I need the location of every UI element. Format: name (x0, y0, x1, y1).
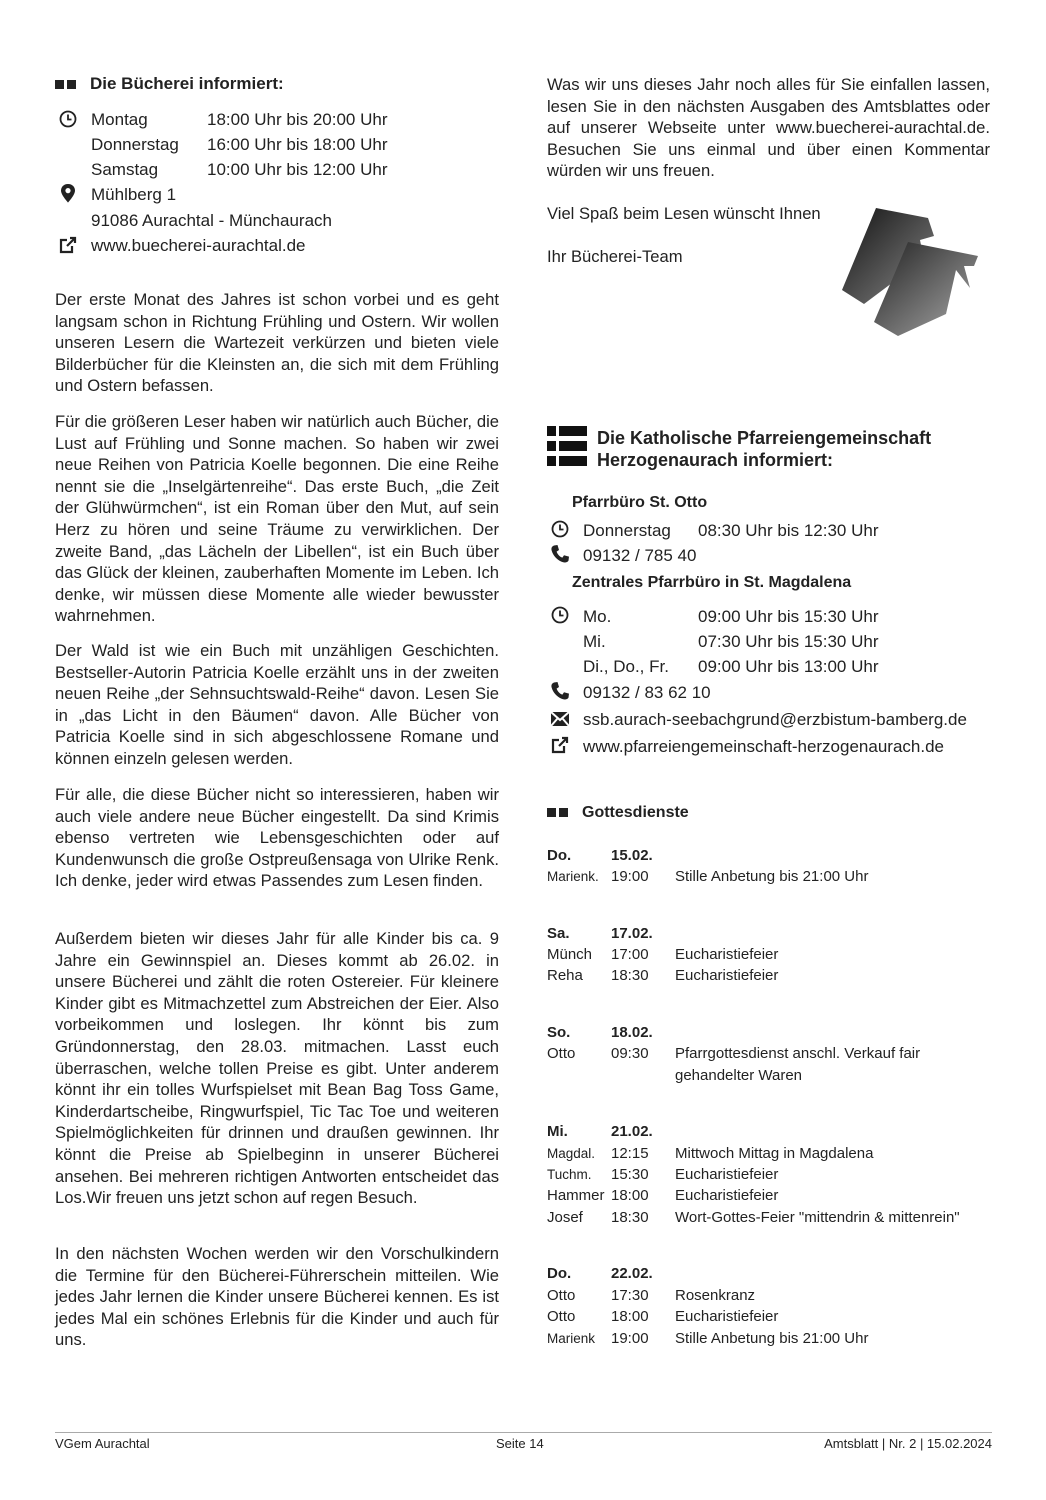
library-hours-time: 16:00 Uhr bis 18:00 Uhr (207, 135, 388, 154)
service-day-name: Sa. (547, 925, 570, 942)
service-place: Hammer (547, 1187, 605, 1204)
service-time: 15:30 (611, 1166, 649, 1183)
service-day-name: Mi. (547, 1123, 568, 1140)
service-place: Tuchm. (547, 1167, 592, 1182)
office1-day: Donnerstag (583, 521, 671, 540)
service-date: 17.02. (611, 925, 653, 942)
service-time: 17:00 (611, 946, 649, 963)
service-date: 21.02. (611, 1123, 653, 1140)
heading-square-icon (67, 80, 76, 89)
service-date: 22.02. (611, 1265, 653, 1282)
office2-hours-time: 07:30 Uhr bis 15:30 Uhr (698, 632, 879, 651)
office1-title: Pfarrbüro St. Otto (572, 494, 708, 511)
service-day-name: So. (547, 1024, 571, 1041)
service-day (547, 845, 653, 867)
service-place: Marienk. (547, 869, 599, 884)
office2-email-link[interactable]: ssb.aurach-seebachgrund@erzbistum-bamberg.de (583, 710, 967, 729)
service-time: 19:00 (611, 1330, 649, 1347)
footer-rule (55, 1432, 992, 1433)
clock-icon (549, 518, 571, 540)
service-desc: Mittwoch Mittag in Magdalena (675, 1145, 874, 1162)
library-address-line2: 91086 Aurachtal - Münchaurach (91, 211, 332, 230)
heading-square-icon (547, 808, 556, 817)
library-paragraph: Außerdem bieten wir dieses Jahr für alle Kinder bis ca. 9 Jahre ein Gewinnspiel an. Dieses kommt ab 26.02. in unsere Bücherei und zählt die roten Ostereier. Für kleinere Kinder gibt es Mitmachzettel zum Abstreichen der Eier. Also vorbeikommen und loslegen. Ihr könnt bis zum Gründonnerstag, den 28.03. mitmachen. Lasst euch überraschen, welche tollen Preise es gibt. Unter anderem könnt ihr ein tolles Wurfspielset mit Bean Bag Toss Game, Kinderdartscheibe, Ringwurfspiel, Tic Tac Toe und weiteren Spielmöglichkeiten für drinnen und draußen gewinnen. Ihr könnt die Preise ab Spielbeginn in unserer Bücherei ansehen. Bei mehreren richtigen Antworten entscheidet das Los.Wir freuen uns jetzt schon auf regen Besuch. (55, 929, 499, 1208)
parish-heading (597, 427, 931, 471)
service-time: 18:30 (611, 1209, 649, 1226)
parish-list-icon (547, 426, 587, 468)
footer-right: Amtsblatt | Nr. 2 | 15.02.2024 (824, 1436, 992, 1451)
service-desc: Wort-Gottes-Feier "mittendrin & mittenrein" (675, 1209, 960, 1226)
clock-icon (57, 108, 79, 130)
library-hours-day: Samstag (91, 160, 159, 179)
library-paragraph: Für die größeren Leser haben wir natürlich auch Bücher, die Lust auf Frühling und Sonne machen. So haben wir zwei neue Reihen von Patricia Koelle begonnen. Die eine Reihe nennt sie die „Inselgärtenreihe“. Das erste Buch, „die Zeit der Glühwürmchen“, ist ein Roman über den Mut, auf sein Herz zu hören und seine Träume zu verwirklichen. Der zweite Band, „das Lächeln der Libellen“, ist ein Buch über das Glück der kleinen, zauberhaften Momente im Leben. Ich denke, wir müssen diese Momente alle wieder bewusster wahrnehmen. (55, 412, 499, 626)
service-desc: Stille Anbetung bis 21:00 Uhr (675, 1330, 869, 1347)
heading-square-icon (55, 80, 64, 89)
phone-icon (549, 680, 571, 702)
service-day (547, 1263, 653, 1285)
service-time: 17:30 (611, 1287, 649, 1304)
service-desc: Eucharistiefeier (675, 1308, 779, 1325)
service-desc: Rosenkranz (675, 1287, 756, 1304)
library-paragraph: Der Wald ist wie ein Buch mit unzähligen Geschichten. Bestseller-Autorin Patricia Koelle erzählt uns in der zweiten neuen Reihe „der Sehnsuchtswald-Reihe“ davon. Lesen Sie in „das Licht in den Bäumen“ davon. Alle Bücher von Patricia Koelle sind in sich abgeschlossene Romane und können einzeln gelesen werden. (55, 641, 499, 768)
service-desc: Eucharistiefeier (675, 967, 779, 984)
service-desc: Pfarrgottesdienst anschl. Verkauf fair (675, 1045, 921, 1062)
library-logo (838, 204, 988, 344)
library-paragraph: Für alle, die diese Bücher nicht so interessieren, haben wir auch viele andere neue Bücher eingestellt. Da sind Krimis ebenso vertreten wie Lebensgeschichten oder auf Kundenwunsch die große Ostpreußensaga von Ulrike Renk. Ich denke, jeder wird etwas Passendes zum Lesen finden. (55, 785, 499, 891)
office1-phone: 09132 / 785 40 (583, 546, 697, 565)
library-signature: Ihr Bücherei-Team (547, 247, 683, 266)
service-place: Otto (547, 1308, 576, 1325)
service-desc: Eucharistiefeier (675, 1187, 779, 1204)
office2-hours-time: 09:00 Uhr bis 15:30 Uhr (698, 607, 879, 626)
library-address-line1: Mühlberg 1 (91, 185, 177, 204)
external-link-icon (549, 734, 571, 756)
service-day-name: Do. (547, 1265, 572, 1282)
library-hours-time: 10:00 Uhr bis 12:00 Uhr (207, 160, 388, 179)
library-paragraph: In den nächsten Wochen werden wir den Vorschulkindern die Termine für den Bücherei-Führerschein mitteilen. Wie jedes Jahr lernen die Kinder unsere Bücherei kennen. Es ist jedes Mal ein schönes Erlebnis für die Kinder und auch für uns. (55, 1244, 499, 1350)
service-desc: Eucharistiefeier (675, 1166, 779, 1183)
service-day-name: Do. (547, 847, 572, 864)
parish-heading-line1: Die Katholische Pfarreiengemeinschaft (597, 428, 932, 448)
service-place: Reha (547, 967, 583, 984)
office2-hours-day: Mi. (583, 632, 606, 651)
phone-icon (549, 543, 571, 565)
office2-title: Zentrales Pfarrbüro in St. Magdalena (572, 574, 852, 591)
services-heading: Gottesdienste (547, 803, 689, 823)
library-hours-day: Montag (91, 110, 148, 129)
office2-phone: 09132 / 83 62 10 (583, 683, 711, 702)
footer-page-number: Seite 14 (496, 1436, 544, 1451)
service-day (547, 923, 653, 945)
heading-square-icon (559, 808, 568, 817)
service-place: Magdal. (547, 1146, 596, 1161)
library-paragraph: Was wir uns dieses Jahr noch alles für Sie einfallen lassen, lesen Sie in den nächsten Ausgaben des Amtsblattes oder auf unserer Webseite unter www.buecherei-aurachtal.de. Besuchen Sie uns einmal und über einen Kommentar würden wir uns freuen. (547, 75, 990, 181)
service-desc: Stille Anbetung bis 21:00 Uhr (675, 868, 869, 885)
service-place: Otto (547, 1287, 576, 1304)
office2-website-link[interactable]: www.pfarreiengemeinschaft-herzogenaurach.de (583, 737, 944, 756)
service-day (547, 1022, 653, 1044)
external-link-icon (57, 234, 79, 256)
service-desc: Eucharistiefeier (675, 946, 779, 963)
service-place: Otto (547, 1045, 576, 1062)
office1-time: 08:30 Uhr bis 12:30 Uhr (698, 521, 879, 540)
service-place: Josef (547, 1209, 583, 1226)
library-hours-day: Donnerstag (91, 135, 179, 154)
service-day (547, 1121, 653, 1143)
library-closing: Viel Spaß beim Lesen wünscht Ihnen (547, 204, 821, 223)
library-hours-time: 18:00 Uhr bis 20:00 Uhr (207, 110, 388, 129)
library-website-link[interactable]: www.buecherei-aurachtal.de (91, 236, 306, 255)
service-place: Marienk (547, 1331, 596, 1346)
service-desc-continued: gehandelter Waren (675, 1067, 803, 1084)
library-heading: Die Bücherei informiert: (55, 74, 505, 94)
service-time: 19:00 (611, 868, 649, 885)
email-icon (549, 708, 571, 730)
parish-heading-line2: Herzogenaurach informiert: (597, 450, 834, 470)
service-time: 18:00 (611, 1308, 649, 1325)
service-time: 09:30 (611, 1045, 649, 1062)
service-place: Münch (547, 946, 593, 963)
service-time: 18:30 (611, 967, 649, 984)
service-time: 12:15 (611, 1145, 649, 1162)
library-paragraph: Der erste Monat des Jahres ist schon vorbei und es geht langsam schon in Richtung Frühling und Ostern. Wir wollen unseren Lesern die Wartezeit verkürzen und bieten viele Bilderbücher für die Kleinsten an, die sich mit dem Frühling und Ostern befassen. (55, 290, 499, 396)
office2-hours-day: Mo. (583, 607, 612, 626)
service-date: 18.02. (611, 1024, 653, 1041)
location-pin-icon (57, 182, 79, 204)
footer-left: VGem Aurachtal (55, 1436, 150, 1451)
service-time: 18:00 (611, 1187, 649, 1204)
office2-hours-day: Di., Do., Fr. (583, 657, 669, 676)
office2-hours-time: 09:00 Uhr bis 13:00 Uhr (698, 657, 879, 676)
service-date: 15.02. (611, 847, 653, 864)
clock-icon (549, 604, 571, 626)
library-section (55, 74, 505, 255)
